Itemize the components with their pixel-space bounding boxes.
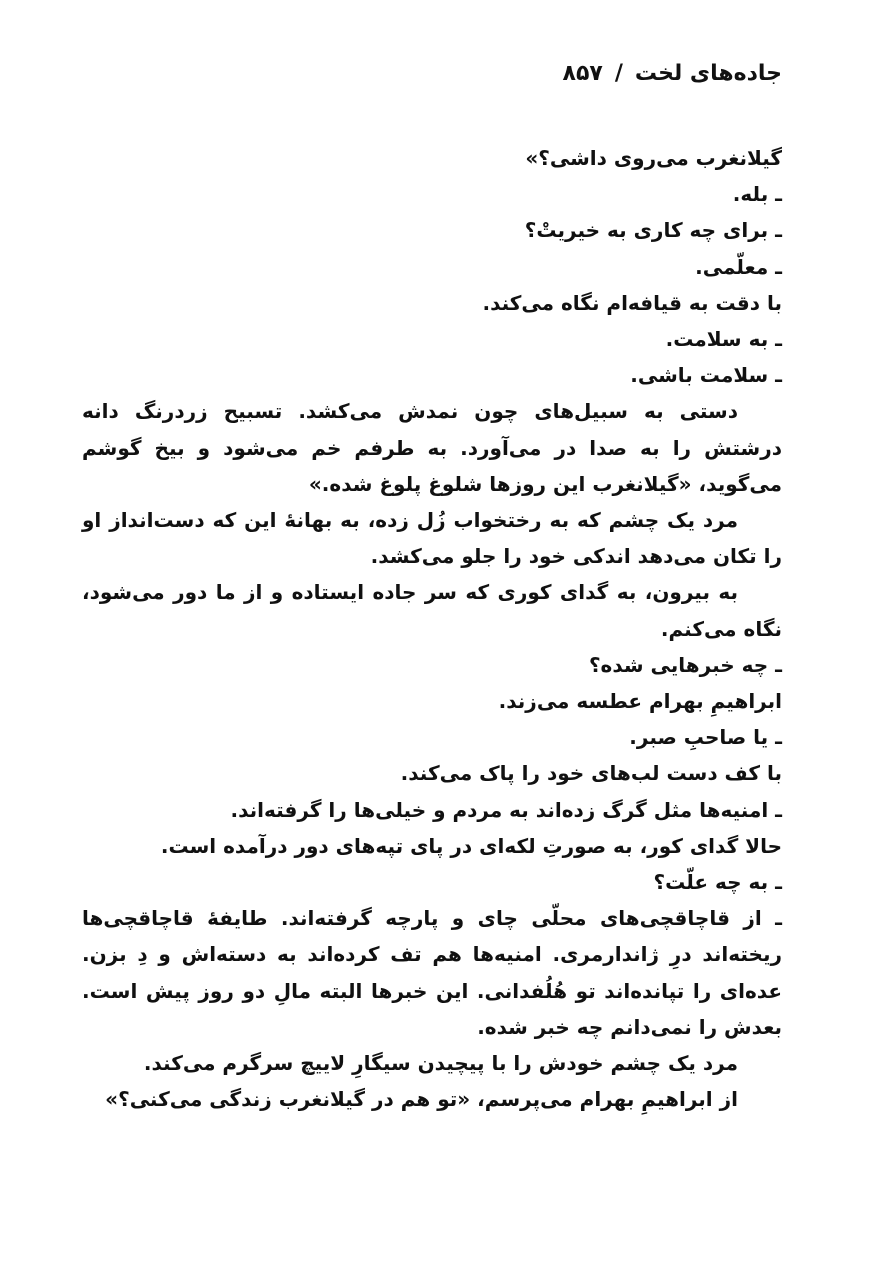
paragraph: از ابراهیمِ بهرام می‌پرسم، «تو هم در گیلانغرب زندگی می‌کنی؟» xyxy=(105,1087,738,1112)
paragraph: ـ به چه علّت؟ xyxy=(653,870,782,895)
paragraph: ـ معلّمی. xyxy=(695,254,782,279)
body-text xyxy=(82,140,782,1117)
paragraph: ـ برای چه کاری به خیریتْ؟ xyxy=(524,218,782,243)
paragraph: ـ چه خبرهایی شده؟ xyxy=(588,652,782,677)
paragraph: مرد یک چشم که به رختخواب زُل زده، به بهانهٔ این که دست‌انداز او را تکان می‌دهد اندکی خود را جلو می‌کشد. xyxy=(82,508,782,569)
book-title: جاده‌های لخت xyxy=(634,61,782,86)
paragraph: حالا گدای کور، به صورتِ لکه‌ای در پای تپه‌های دور درآمده است. xyxy=(160,833,782,858)
paragraph: ـ به سلامت. xyxy=(665,327,782,352)
page-header xyxy=(563,58,782,90)
paragraph: ـ از قاچاقچی‌های محلّی چای و پارچه گرفته‌اند. طایفهٔ قاچاقچی‌ها ریخته‌اند درِ ژاندارمری. امنیه‌ها هم تف کرده‌اند به دسته‌اش و دِ بزن. عده‌ای را تپانده‌اند تو هُلُفدانی. این خبرها البته مالِ دو روز پیش است. بعدش را نمی‌دانم چه خبر شده. xyxy=(82,906,782,1039)
paragraph: با کف دست لب‌های خود را پاک می‌کند. xyxy=(400,761,782,786)
paragraph: ـ سلامت باشی. xyxy=(630,363,782,388)
page-number: ۸۵۷ xyxy=(562,61,603,86)
paragraph: گیلانغرب می‌روی داشی؟» xyxy=(525,146,782,170)
paragraph: ابراهیمِ بهرام عطسه می‌زند. xyxy=(498,689,782,714)
paragraph: ـ یا صاحبِ صبر. xyxy=(629,725,782,750)
header-separator: / xyxy=(614,61,623,86)
paragraph: دستی به سبیل‌های چون نمدش می‌کشد. تسبیح زردرنگ دانه درشتش را به صدا در می‌آورد. به طرفم خم می‌شود و بیخ گوشم می‌گوید، «گیلانغرب این روزها شلوغ پلوغ شده.» xyxy=(82,399,782,496)
paragraph: با دقت به قیافه‌ام نگاه می‌کند. xyxy=(482,290,782,315)
paragraph: مرد یک چشم خودش را با پیچیدن سیگارِ لاییچ سرگرم می‌کند. xyxy=(143,1051,738,1076)
paragraph: ـ امنیه‌ها مثل گرگ زده‌اند به مردم و خیلی‌ها را گرفته‌اند. xyxy=(230,797,782,822)
paragraph: ـ بله. xyxy=(732,182,782,207)
paragraph: به بیرون، به گدای کوری که سر جاده ایستاده و از ما دور می‌شود، نگاه می‌کنم. xyxy=(82,580,782,641)
